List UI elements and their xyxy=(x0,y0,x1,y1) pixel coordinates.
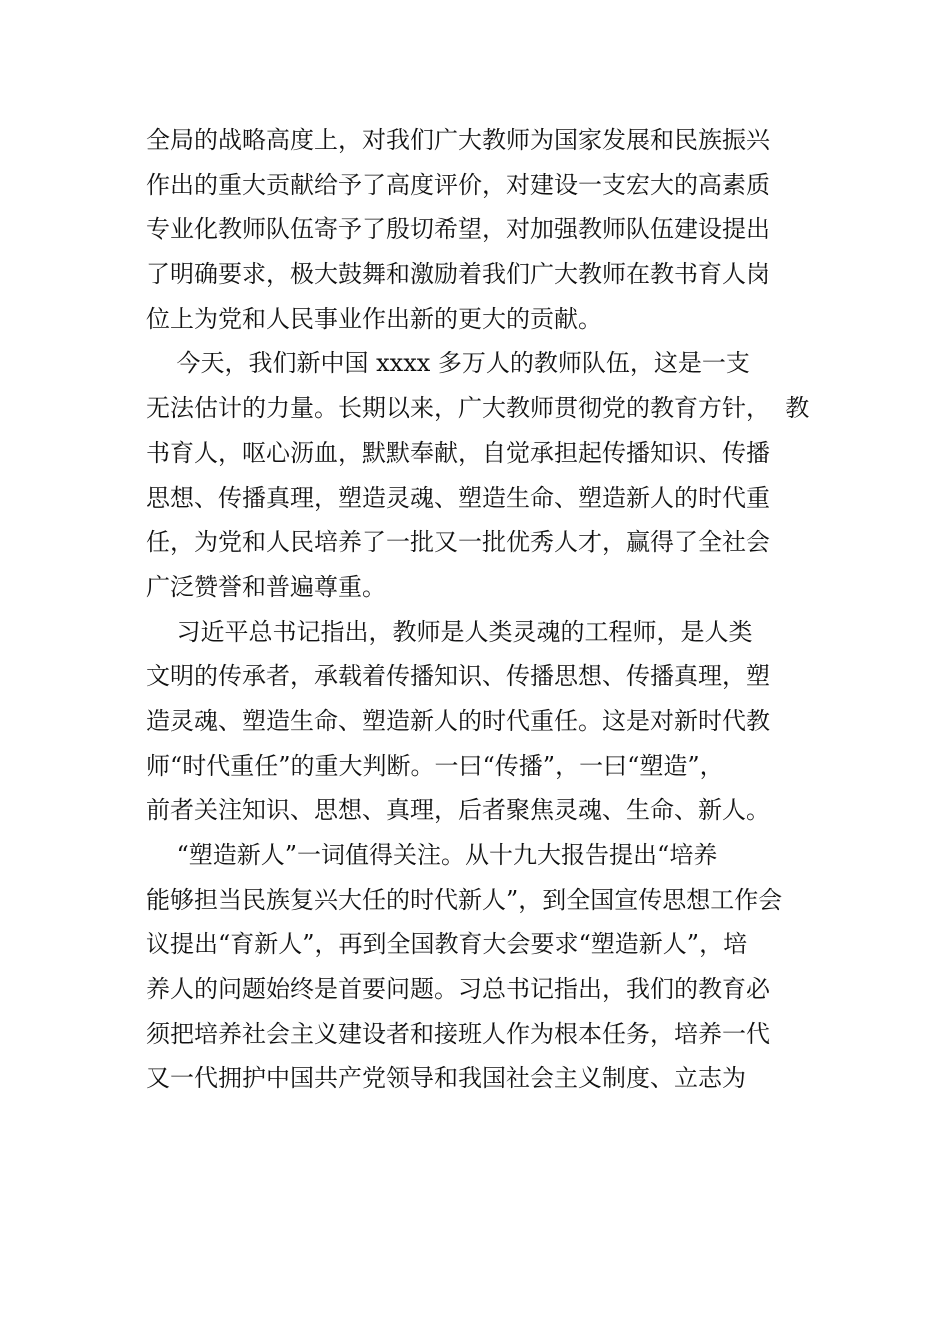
text-line: 须把培养社会主义建设者和接班人作为根本任务，培养一代 xyxy=(146,1019,770,1048)
text-line: 思想、传播真理，塑造灵魂、塑造生命、塑造新人的时代重 xyxy=(146,483,770,512)
text-line: 位上为党和人民事业作出新的更大的贡献。 xyxy=(146,304,602,333)
text-line: 全局的战略高度上，对我们广大教师为国家发展和民族振兴 xyxy=(146,126,770,154)
text-line: 作出的重大贡献给予了高度评价，对建设一支宏大的高素质 xyxy=(146,170,770,199)
text-line: 习近平总书记指出，教师是人类灵魂的工程师，是人类 xyxy=(146,617,753,646)
text-line: 议提出“育新人”，再到全国教育大会要求“塑造新人”，培 xyxy=(146,930,748,959)
text-line: 无法估计的力量。长期以来，广大教师贯彻党的教育方针， 教 xyxy=(146,394,810,423)
text-line: 书育人，呕心沥血，默默奉献，自觉承担起传播知识、传播 xyxy=(146,438,770,467)
text-line: 造灵魂、塑造生命、塑造新人的时代重任。这是对新时代教 xyxy=(146,706,770,735)
text-line: 文明的传承者，承载着传播知识、传播思想、传播真理，塑 xyxy=(146,662,770,691)
text-line: 养人的问题始终是首要问题。习总书记指出，我们的教育必 xyxy=(146,975,770,1004)
text-line: 任，为党和人民培养了一批又一批优秀人才，赢得了全社会 xyxy=(146,528,770,557)
text-line: 了明确要求，极大鼓舞和激励着我们广大教师在教书育人岗 xyxy=(146,260,770,289)
text-line: 前者关注知识、思想、真理，后者聚焦灵魂、生命、新人。 xyxy=(146,796,770,825)
text-line: 能够担当民族复兴大任的时代新人”，到全国宣传思想工作会 xyxy=(146,885,783,914)
text-line: 广泛赞誉和普遍尊重。 xyxy=(146,572,386,601)
text-line: 又一代拥护中国共产党领导和我国社会主义制度、立志为 xyxy=(146,1064,746,1093)
text-line: 今天，我们新中国 xxxx 多万人的教师队伍，这是一支 xyxy=(146,349,750,378)
text-line: “塑造新人”一词值得关注。从十九大报告提出“培养 xyxy=(146,841,718,869)
text-line: 专业化教师队伍寄予了殷切希望，对加强教师队伍建设提出 xyxy=(146,215,770,244)
text-line: 师“时代重任”的重大判断。一曰“传播”，一曰“塑造”， xyxy=(146,751,724,780)
body-text xyxy=(146,118,826,1101)
